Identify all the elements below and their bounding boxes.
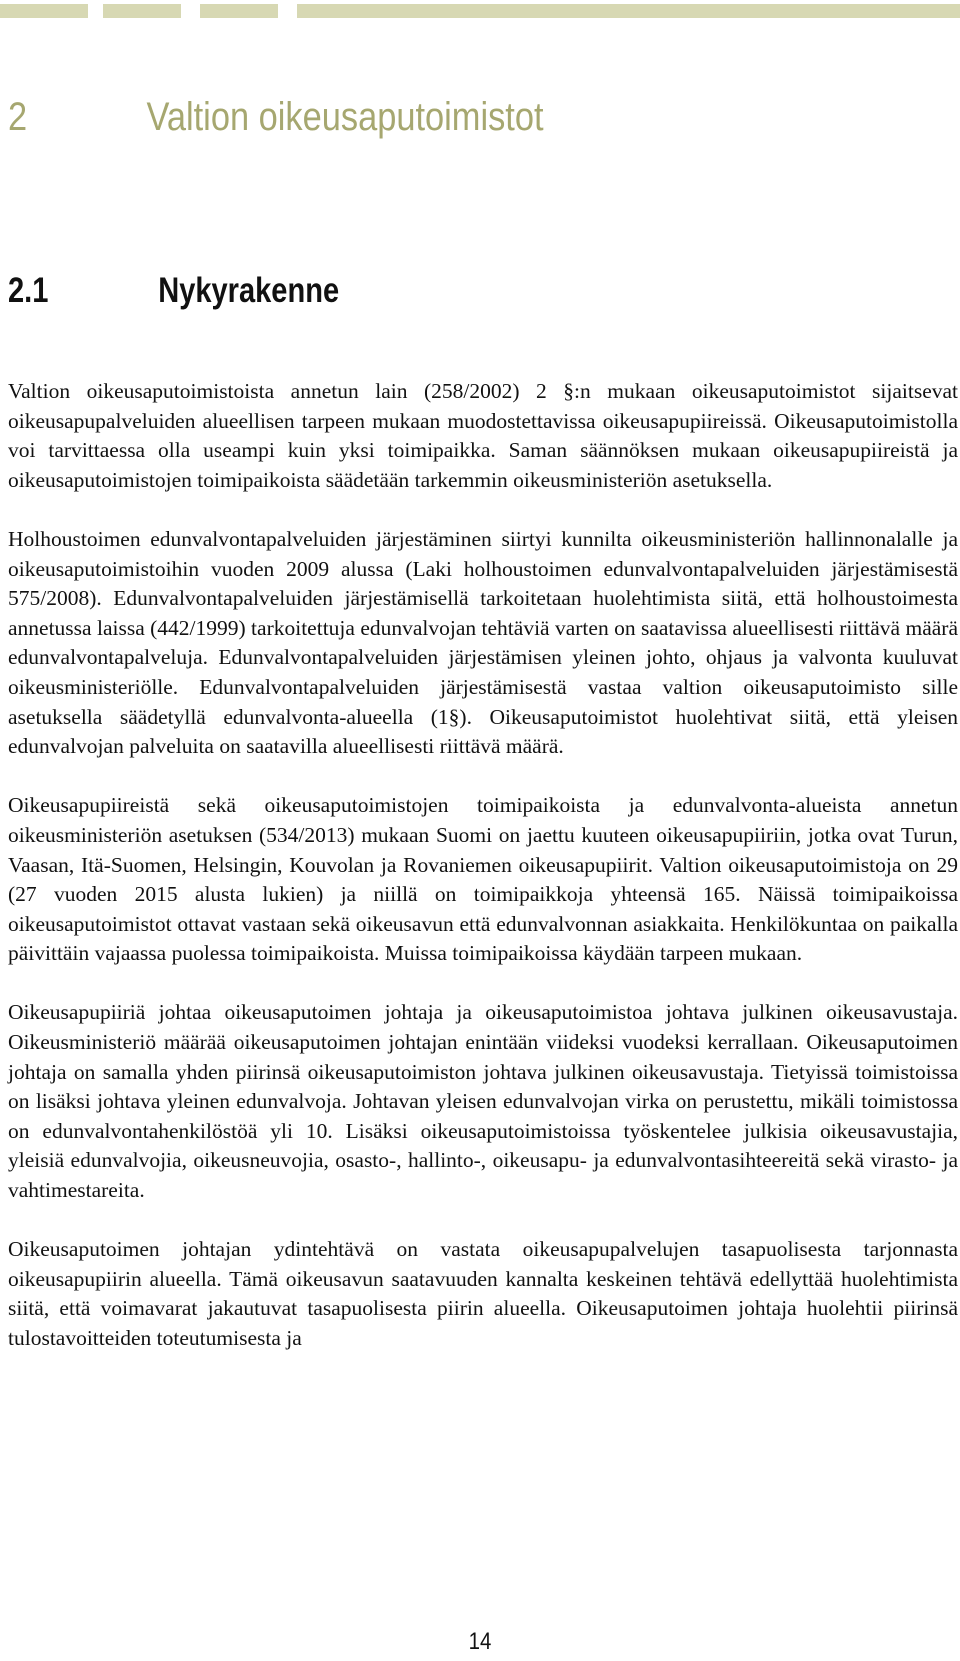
decoration-bar: [103, 4, 181, 18]
paragraph: Oikeusaputoimen johtajan ydintehtävä on vastata oikeusapupalvelujen tasapuolisesta tarjonnasta oikeusapupiirin alueella. Tämä oikeusavun saatavuuden kannalta keskeinen tehtävä edellyttää huolehtimista siitä, että voimavarat jakautuvat tasapuolisesta piirin alueella. Oikeusaputoimen johtaja huolehtii piirinsä tulostavoitteiden toteutumisesta ja: [8, 1237, 958, 1350]
section-heading: [8, 271, 339, 311]
decoration-bar: [297, 4, 960, 18]
chapter-heading: [8, 95, 544, 140]
paragraph: Oikeusapupiiriä johtaa oikeusaputoimen johtaja ja oikeusaputoimistoa johtava julkinen oikeusavustaja. Oikeusministeriö määrää oikeusaputoimen johtajan enintään viideksi vuodeksi kerrallaan. Oikeusaputoimen johtaja on samalla yhden piirinsä oikeusaputoimiston johtava julkinen oikeusavustaja. Tietyissä toimistoissa on lisäksi johtava yleinen edunvalvoja. Johtavan yleisen edunvalvojan virka on perustettu, mikäli toimistossa on edunvalvontahenkilöstöä yli 10. Lisäksi oikeusaputoimistoissa työskentelee julkisia oikeusavustajia, yleisiä edunvalvojia, oikeusneuvojia, osasto-, hallinto-, oikeusapu- ja edunvalvontasihteereitä sekä virasto- ja vahtimestareita.: [8, 1000, 958, 1203]
chapter-number: 2: [8, 95, 28, 139]
paragraph: Oikeusapupiireistä sekä oikeusaputoimistojen toimipaikoista ja edunvalvonta-alueista annetun oikeusministeriön asetuksen (534/2013) mukaan Suomi on jaettu kuuteen oikeusapupiiriin, jotka ovat Turun, Vaasan, Itä-Suomen, Helsingin, Kouvolan ja Rovaniemen oikeusapupiirit. Valtion oikeusaputoimistoja on 29 (27 vuoden 2015 alusta lukien) ja niillä on toimipaikkoja yhteensä 165. Näissä toimipaikoissa oikeusaputoimistot ottavat vastaan sekä oikeusavun että edunvalvonnan asiakkaita. Henkilökuntaa on paikalla päivittäin vajaassa puolessa toimipaikoista. Muissa toimipaikoissa käydään tarpeen mukaan.: [8, 793, 958, 966]
decoration-bar: [200, 4, 278, 18]
chapter-title: Valtion oikeusaputoimistot: [146, 95, 544, 139]
section-title: Nykyrakenne: [158, 271, 340, 310]
paragraph: Holhoustoimen edunvalvontapalveluiden järjestäminen siirtyi kunnilta oikeusministeriön hallinnonalalle ja oikeusaputoimistoihin vuoden 2009 alussa (Laki holhoustoimen edunvalvontapalveluiden järjestämisestä 575/2008). Edunvalvontapalveluiden järjestämisellä tarkoitetaan huolehtimista siitä, että holhoustoimesta annetussa laissa (442/1999) tarkoitettuja edunvalvojan tehtäviä varten on saatavissa alueellisesti riittävä määrä edunvalvontapalveluja. Edunvalvontapalveluiden järjestämisen yleinen johto, ohjaus ja valvonta kuuluvat oikeusministeriölle. Edunvalvontapalveluiden järjestämisestä vastaa valtion oikeusaputoimisto sille asetuksella säädetyllä edunvalvonta-alueella (1§). Oikeusaputoimistot huolehtivat siitä, että yleisen edunvalvojan palveluita on saatavilla alueellisesti riittävä määrä.: [8, 526, 958, 759]
header-decoration-bars: [0, 4, 960, 18]
body-text: [8, 377, 958, 1383]
paragraph: Valtion oikeusaputoimistoista annetun lain (258/2002) 2 §:n mukaan oikeusaputoimistot sijaitsevat oikeusapupalveluiden alueellisen tarpeen mukaan muodostettavissa oikeusapupiireissä. Oikeusaputoimistolla voi tarvittaessa olla useampi kuin yksi toimipaikka. Saman säännöksen mukaan oikeusapupiireistä ja oikeusaputoimistojen toimipaikoista säädetään tarkemmin oikeusministeriön asetuksella.: [8, 379, 958, 492]
decoration-bar: [0, 4, 88, 18]
page-number: 14: [468, 1628, 492, 1655]
section-number: 2.1: [8, 271, 49, 310]
